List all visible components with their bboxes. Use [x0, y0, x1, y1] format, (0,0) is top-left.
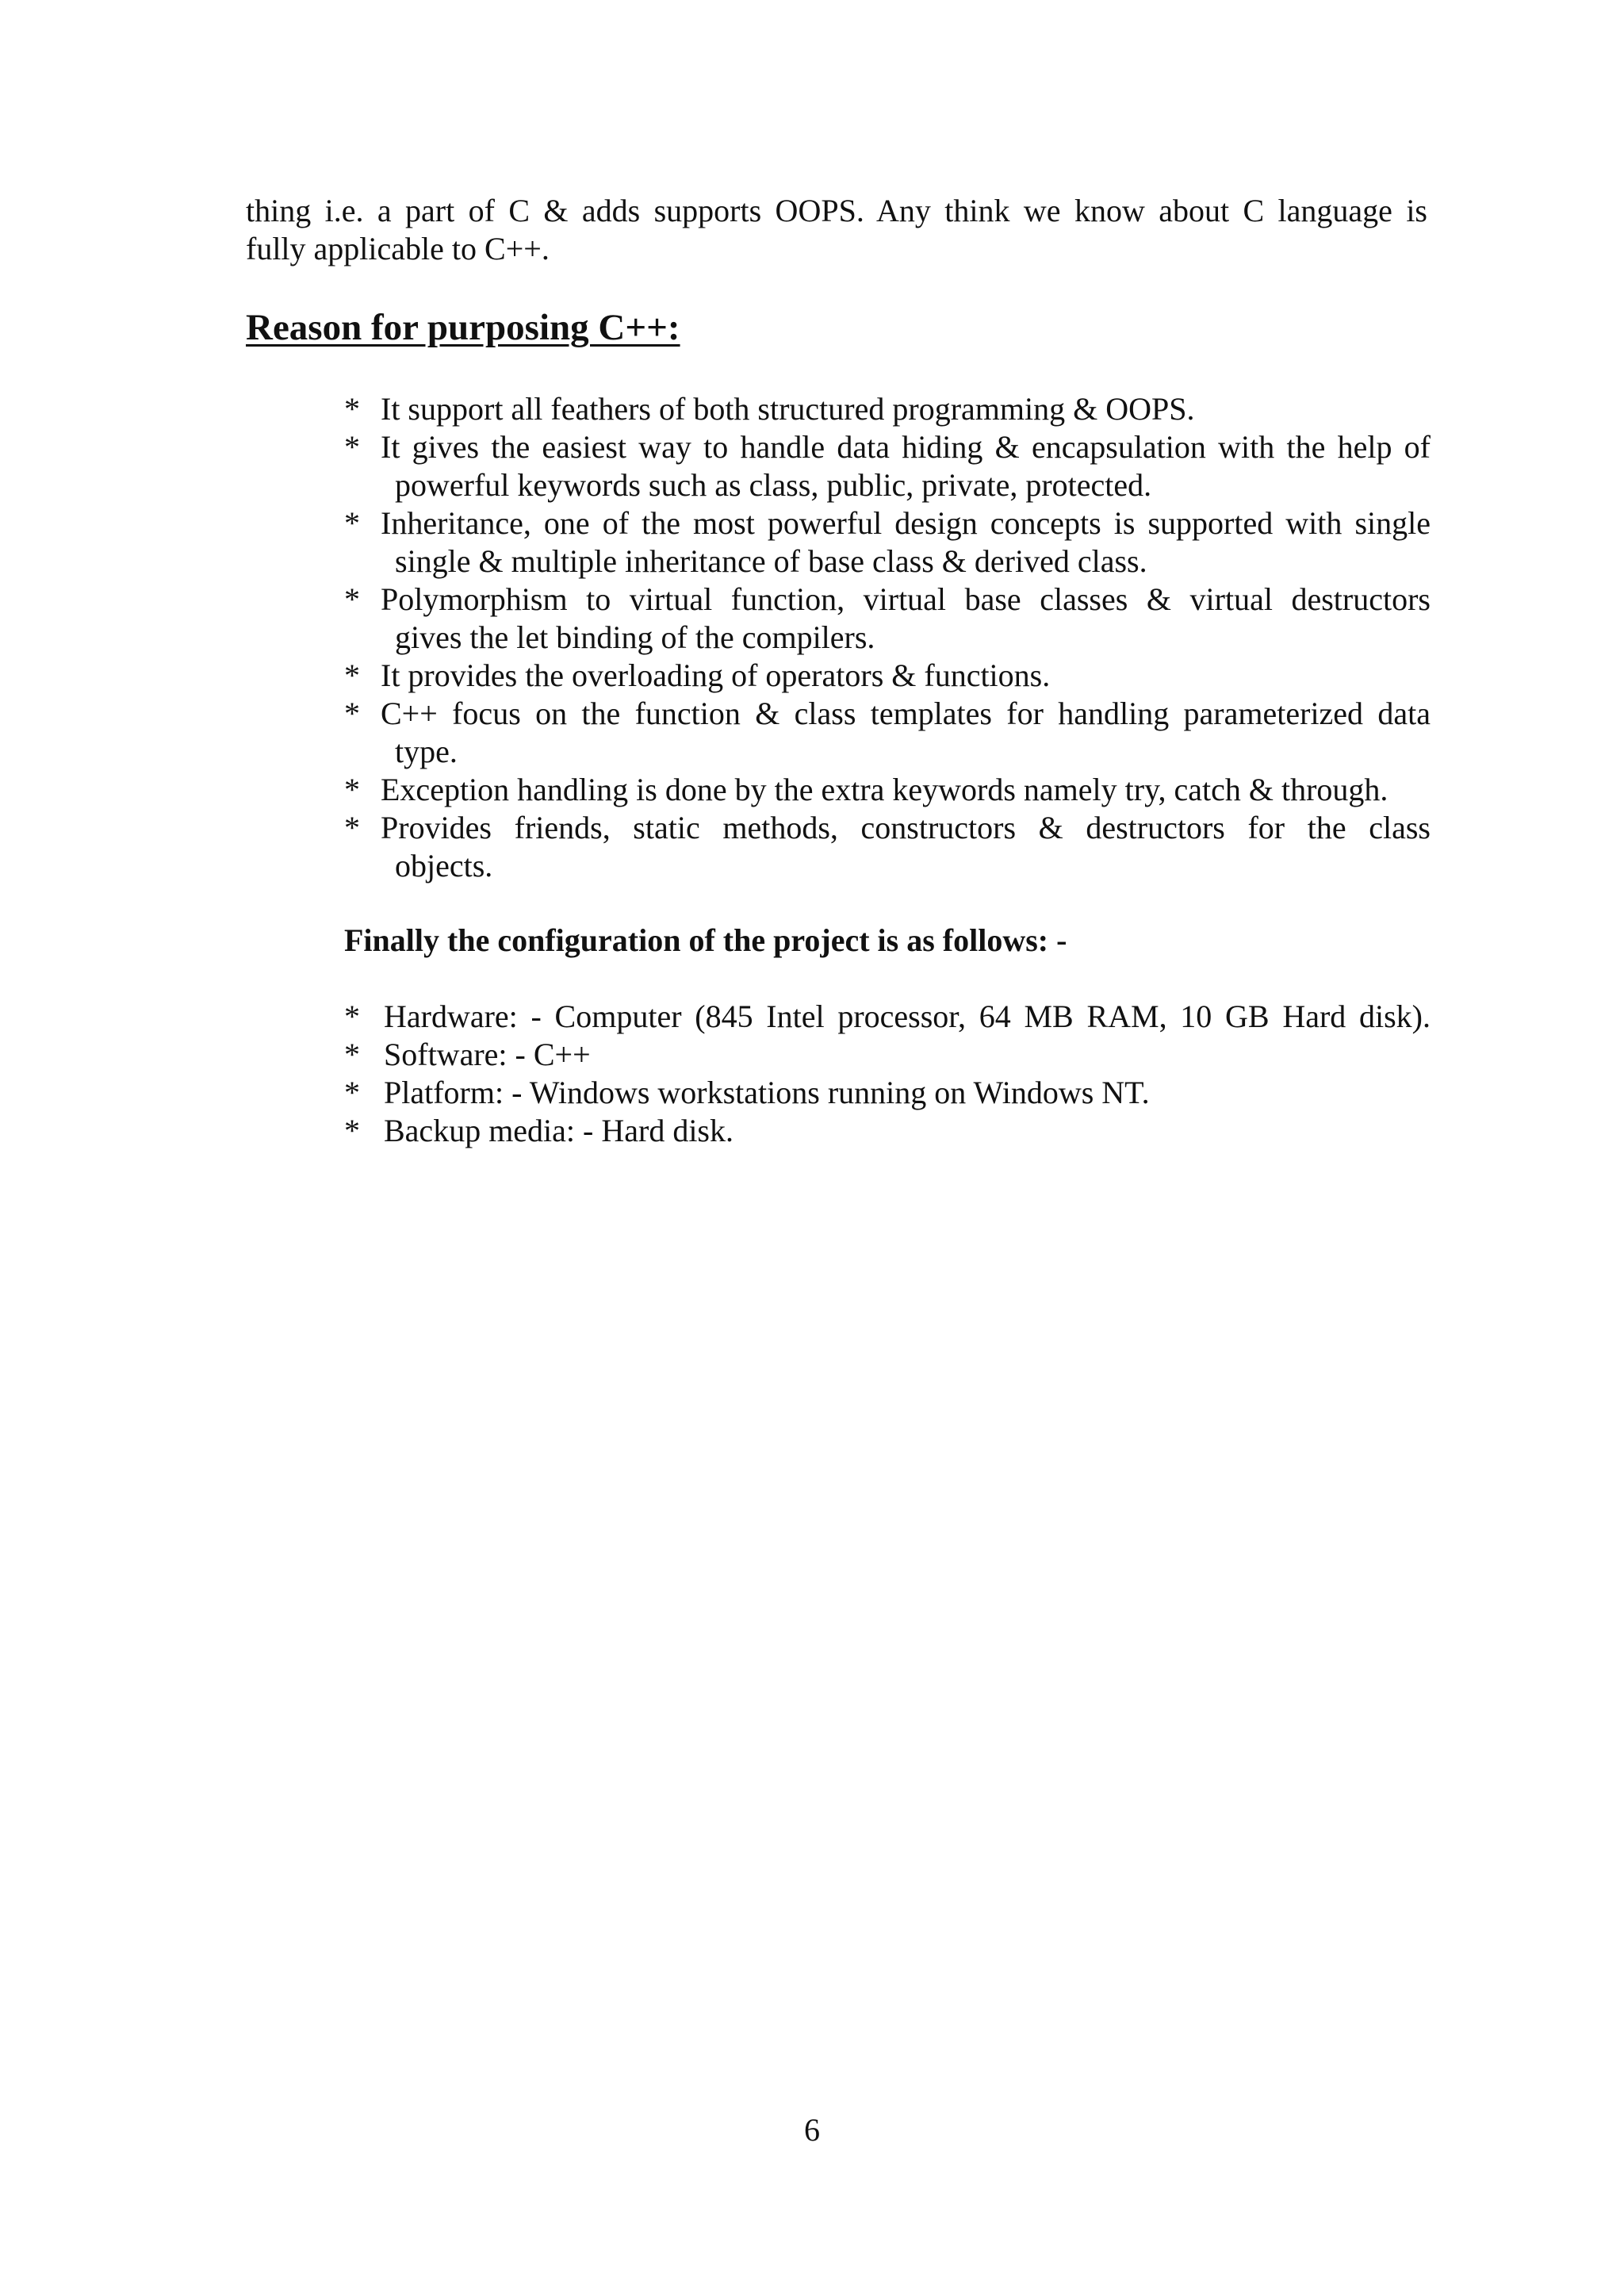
- bullet-marker: *: [344, 505, 360, 541]
- section-heading: Reason for purposing C++:: [246, 307, 680, 348]
- config-heading: Finally the configuration of the project is as follows: -: [344, 922, 1067, 958]
- list-item: [344, 657, 1431, 695]
- list-item-text: Inheritance, one of the most powerful design concepts is supported with single: [381, 505, 1431, 541]
- list-item-text: It gives the easiest way to handle data hiding & encapsulation with the help of: [381, 429, 1431, 465]
- list-item: [344, 581, 1431, 657]
- bullet-marker: *: [344, 696, 360, 731]
- reasons-list: [344, 390, 1431, 885]
- list-item-text: Provides friends, static methods, constructors & destructors for the class: [381, 810, 1431, 845]
- bullet-marker: *: [344, 1075, 360, 1110]
- list-item: [344, 771, 1431, 809]
- list-item: [344, 998, 1431, 1036]
- config-hardware: Hardware: - Computer (845 Intel processor, 64 MB RAM, 10 GB Hard disk).: [384, 999, 1431, 1034]
- list-item: [344, 1112, 1431, 1150]
- list-item-text: Exception handling is done by the extra keywords namely try, catch & through.: [381, 772, 1388, 807]
- bullet-marker: *: [344, 429, 360, 465]
- page-number: 6: [804, 2112, 820, 2148]
- config-software: Software: - C++: [384, 1037, 591, 1072]
- list-item: [344, 809, 1431, 885]
- list-item-continuation: objects.: [395, 848, 493, 884]
- list-item: [344, 428, 1431, 504]
- list-item-text: It provides the overloading of operators & functions.: [381, 657, 1051, 693]
- bullet-marker: *: [344, 657, 360, 693]
- intro-line-2: fully applicable to C++.: [246, 231, 550, 266]
- bullet-marker: *: [344, 1113, 360, 1148]
- config-backup-media: Backup media: - Hard disk.: [384, 1113, 733, 1148]
- list-item: [344, 1036, 1431, 1074]
- config-platform: Platform: - Windows workstations running on Windows NT.: [384, 1075, 1150, 1110]
- bullet-marker: *: [344, 810, 360, 845]
- list-item-text: It support all feathers of both structured programming & OOPS.: [381, 391, 1195, 427]
- list-item: [344, 695, 1431, 771]
- bullet-marker: *: [344, 1037, 360, 1072]
- list-item: [344, 504, 1431, 581]
- bullet-marker: *: [344, 391, 360, 427]
- list-item-continuation: powerful keywords such as class, public, private, protected.: [395, 467, 1152, 503]
- list-item-text: Polymorphism to virtual function, virtual base classes & virtual destructors: [381, 581, 1431, 617]
- list-item: [344, 1074, 1431, 1112]
- intro-paragraph: [246, 192, 1427, 268]
- list-item-continuation: single & multiple inheritance of base class & derived class.: [395, 543, 1147, 579]
- list-item-text: C++ focus on the function & class templates for handling parameterized data: [381, 696, 1431, 731]
- list-item-continuation: gives the let binding of the compilers.: [395, 619, 875, 655]
- bullet-marker: *: [344, 999, 360, 1034]
- list-item: [344, 390, 1431, 428]
- config-list: [344, 998, 1431, 1150]
- list-item-continuation: type.: [395, 734, 458, 769]
- intro-line-1: thing i.e. a part of C & adds supports OOPS. Any think we know about C language is: [246, 193, 1427, 228]
- bullet-marker: *: [344, 772, 360, 807]
- bullet-marker: *: [344, 581, 360, 617]
